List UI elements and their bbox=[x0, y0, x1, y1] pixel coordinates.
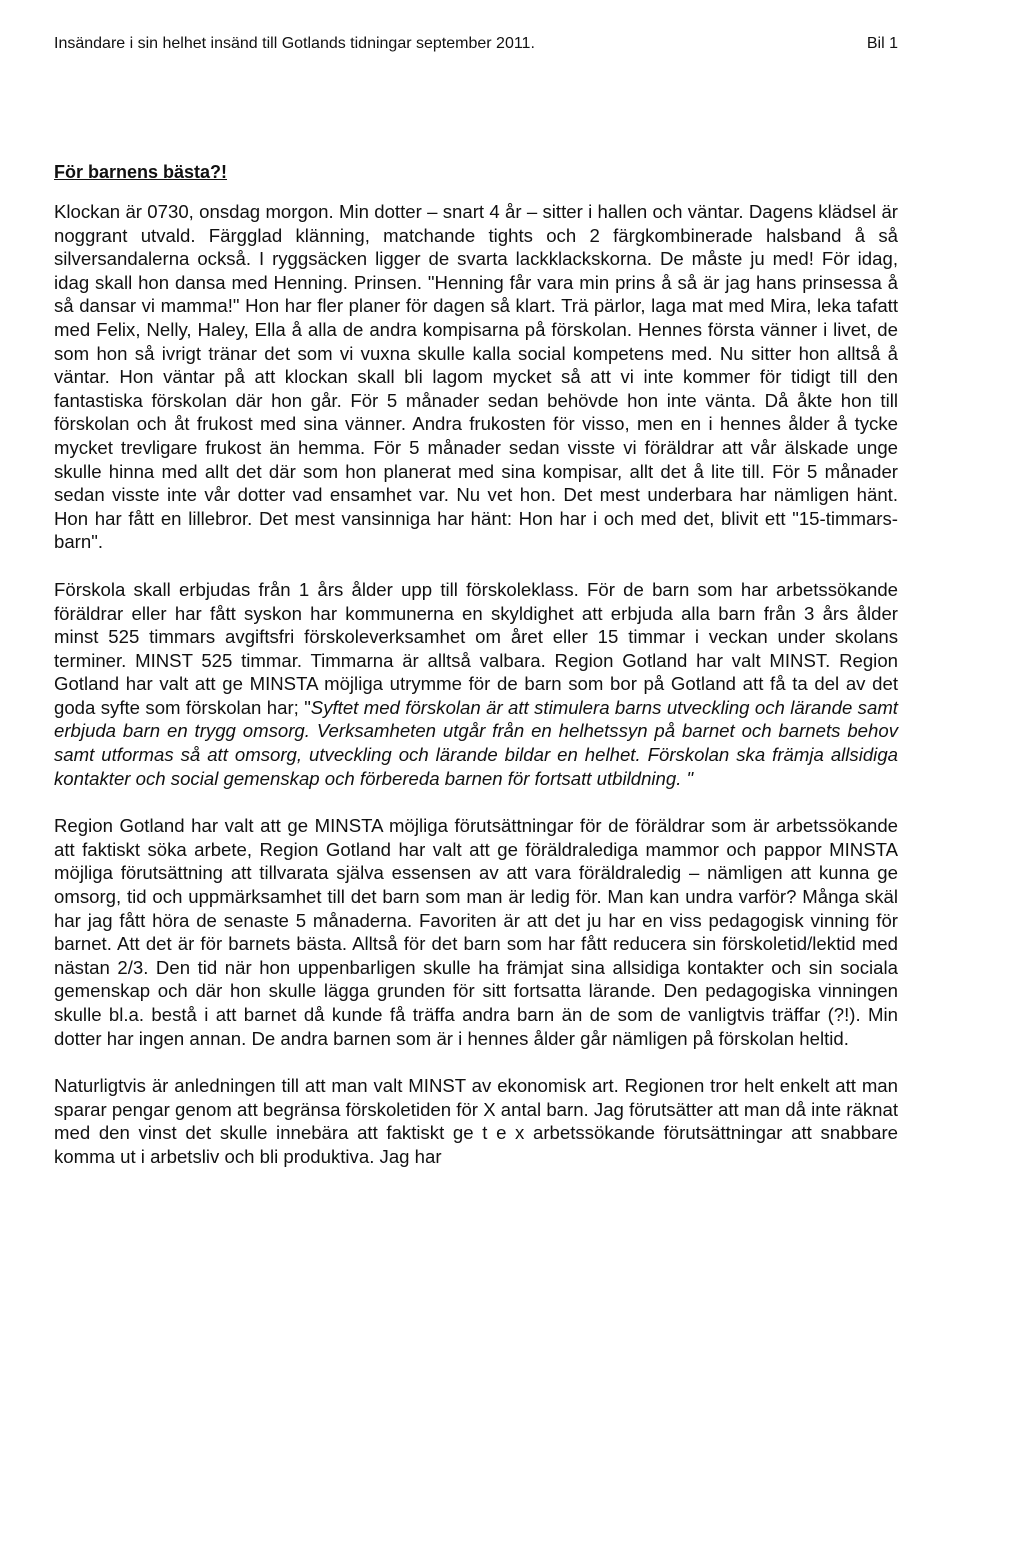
paragraph: Region Gotland har valt att ge MINSTA möjliga förutsättningar för de föräldrar som är arbetssökande att faktiskt söka arbete, Region Gotland har valt att ge föräldralediga mammor och pappor MINSTA möjliga förutsättning att tillvarata själva essensen av att vara föräldraledig – nämligen att kunna ge omsorg, tid och uppmärksamhet till det barn som man är ledig för. Man kan undra varför? Många skäl har jag fått höra de senaste 5 månaderna. Favoriten är att det ju har en viss pedagogisk vinning för barnet. Att det är för barnets bästa. Alltså för det barn som har fått reducera sin förskoletid/lektid med nästan 2/3. Den tid när hon uppenbarligen skulle ha främjat sina allsidiga kontakter och sin sociala gemenskap och där hon skulle lägga grunden för sitt fortsatta lärande. Den pedagogiska vinningen skulle bl.a. bestå i att barnet då kunde få träffa andra barn än de som de vanligtvis träffar (?!). Min dotter har ingen annan. De andra barnen som är i hennes ålder går nämligen på förskolan heltid. bbox=[54, 815, 898, 1049]
attachment-label: Bil 1 bbox=[866, 35, 898, 52]
curriculum-quote: Syftet med förskolan är att stimulera barns utveckling och lärande samt erbjuda barn en trygg omsorg. Verksamheten utgår från en helhetssyn på barnet och barnets behov samt utformas så att omsorg, utveckling och lärande bildar en helhet. Förskolan ska främja allsidiga kontakter och social gemenskap och förbereda barnen för fortsatt utbildning. " bbox=[54, 696, 898, 789]
paragraph: Förskola skall erbjudas från 1 års ålder upp till förskoleklass. För de barn som har arbetssökande föräldrar eller har fått syskon har kommunerna en skyldighet att erbjuda alla barn från 3 års ålder minst 525 timmars avgiftsfri förskoleverksamhet om året eller 15 timmar i veckan under skolans terminer. MINST 525 timmar. Timmarna är alltså valbara. Region Gotland har valt MINST. Region Gotland har valt att ge MINSTA möjliga utrymme för de barn som bor på Gotland att få ta del av det goda syfte som förskolan har; "Syftet med förskolan är att stimulera barns utveckling och lärande samt erbjuda barn en trygg omsorg. Verksamheten utgår från en helhetssyn på barnet och barnets behov samt utformas så att omsorg, utveckling och lärande bildar en helhet. Förskolan ska främja allsidiga kontakter och social gemenskap och förbereda barnen för fortsatt utbildning. " bbox=[54, 578, 898, 789]
page-header bbox=[54, 34, 898, 54]
paragraph: Naturligtvis är anledningen till att man valt MINST av ekonomisk art. Regionen tror helt enkelt att man sparar pengar genom att begränsa förskoletiden för X antal barn. Jag förutsätter att man då inte räknat med den vinst det skulle innebära att faktiskt ge t e x arbetssökande förutsättningar att snabbare komma ut i arbetsliv och bli produktiva. Jag har bbox=[54, 1075, 898, 1167]
document-page bbox=[54, 0, 898, 1544]
article-body bbox=[54, 200, 898, 1169]
header-text: Insändare i sin helhet insänd till Gotlands tidningar september 2011. bbox=[54, 35, 535, 52]
article-title: För barnens bästa?! bbox=[54, 162, 228, 182]
paragraph: Klockan är 0730, onsdag morgon. Min dotter – snart 4 år – sitter i hallen och väntar. Dagens klädsel är noggrant utvald. Färgglad klänning, matchande tights och 2 färgkombinerade halsband å så silversandalerna också. I ryggsäcken ligger de svarta lackklackskorna. De måste ju med! För idag, idag skall hon dansa med Henning. Prinsen. "Henning får vara min prins å så är jag hans prinsessa å så dansar vi mamma!" Hon har fler planer för dagen så klart. Trä pärlor, laga mat med Mira, leka tafatt med Felix, Nelly, Haley, Ella å alla de andra kompisarna på förskolan. Hennes första vänner i livet, de som hon så ivrigt tränar det som vi vuxna skulle kalla social kompetens med. Nu sitter hon alltså å väntar. Hon väntar på att klockan skall bli lagom mycket så att vi inte kommer för tidigt till den fantastiska förskolan där hon går. För 5 månader sedan behövde hon inte vänta. Då åkte hon till förskolan och åt frukost med sina vänner. Andra frukosten för visso, men en i hennes ålder å tycke mycket trevligare frukost än hemma. För 5 månader sedan visste vi föräldrar att vår älskade unge skulle hinna med allt det där som hon planerat med sina kompisar, allt det å lite till. För 5 månader sedan visste inte vår dotter vad ensamhet var. Nu vet hon. Det mest underbara har nämligen hänt. Hon har fått en lillebror. Det mest vansinniga har hänt: Hon har i och med det, blivit ett "15-timmars-barn". bbox=[54, 201, 898, 553]
